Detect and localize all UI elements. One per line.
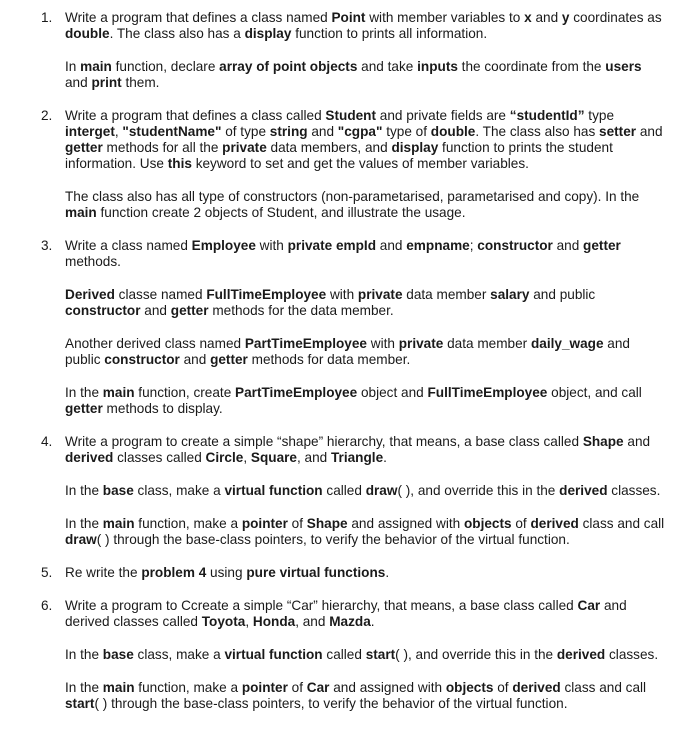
bold-text-run: PartTimeEmployee [235,385,358,400]
bold-text-run: Mazda [329,614,371,629]
text-run: and public [529,287,596,302]
problem-list [0,10,681,712]
text-run: . [370,614,375,629]
problem-paragraph [65,10,667,42]
text-run: data member [443,336,531,351]
problem-number: 6. [41,598,53,613]
bold-text-run: Toyota [201,614,246,629]
text-run: them. [121,75,160,90]
bold-text-run: Triangle [331,450,384,465]
text-run: called [322,483,366,498]
bold-text-run: double [65,26,110,41]
bold-text-run: interget [65,124,115,139]
bold-text-run: derived [530,516,579,531]
bold-text-run: FullTimeEmployee [206,287,327,302]
bold-text-run: display [391,140,439,155]
text-run: classes. [605,647,659,662]
bold-text-run: empname [406,238,470,253]
bold-text-run: Car [577,598,601,613]
text-run: methods for all the [102,140,223,155]
text-run: data members, and [266,140,392,155]
bold-text-run: getter [65,140,103,155]
text-run: The class also has all type of constructors (non-parametarised, parametarised and copy). In the [65,189,640,204]
problem-paragraph [65,336,667,368]
text-run: In [65,59,81,74]
text-run: and derived classes called [65,598,627,629]
bold-text-run: array of point objects [219,59,358,74]
bold-text-run: virtual function [224,647,323,662]
bold-text-run: problem 4 [141,565,207,580]
bold-text-run: getter [210,352,248,367]
problem-number: 5. [41,565,53,580]
problem-paragraph [65,108,667,172]
text-run: and [623,434,651,449]
text-run: of type [221,124,270,139]
bold-text-run: daily_wage [530,336,604,351]
bold-text-run: pointer [241,680,288,695]
bold-text-run: main [102,680,135,695]
bold-text-run: x [524,10,532,25]
bold-text-run: Honda [252,614,296,629]
problem-item [0,238,681,417]
text-run: with [326,287,358,302]
text-run: , and [295,614,330,629]
text-run: function, declare [111,59,220,74]
text-run: using [206,565,247,580]
bold-text-run: “studentId” [509,108,585,123]
bold-text-run: getter [583,238,621,253]
text-run: coordinates as [569,10,662,25]
text-run: In the [65,483,103,498]
text-run: class and call [560,680,647,695]
problem-paragraph [65,483,667,499]
problem-number: 4. [41,434,53,449]
text-run: methods. [65,254,121,269]
text-run: and [552,238,584,253]
text-run: Write a program to create a simple “shape” hierarchy, that means, a base class called [65,434,583,449]
text-run: function create 2 objects of Student, and illustrate the usage. [96,205,466,220]
bold-text-run: pointer [241,516,288,531]
bold-text-run: private [222,140,267,155]
text-run: and [179,352,211,367]
text-run: , [243,450,251,465]
text-run: Re write the [65,565,142,580]
text-run: and [65,75,92,90]
problem-number: 2. [41,108,53,123]
text-run: and take [357,59,418,74]
text-run: type [584,108,615,123]
bold-text-run: getter [65,401,103,416]
bold-text-run: y [561,10,570,25]
text-run: with member variables to [365,10,525,25]
document-page [0,10,681,729]
bold-text-run: display [244,26,292,41]
text-run: of [493,680,513,695]
text-run: called [322,647,366,662]
text-run: keyword to set and get the values of member variables. [191,156,529,171]
problem-item [0,434,681,548]
bold-text-run: Student [325,108,377,123]
bold-text-run: objects [463,516,512,531]
problem-number: 1. [41,10,53,25]
text-run: function to prints the student information. Use [65,140,613,171]
text-run: function to prints all information. [291,26,488,41]
text-run: classes called [113,450,206,465]
text-run: of [287,680,307,695]
bold-text-run: Derived [65,287,115,302]
problem-paragraph [65,516,667,548]
text-run: classe named [114,287,207,302]
text-run: Another derived class named [65,336,245,351]
bold-text-run: string [269,124,308,139]
bold-text-run: draw [65,532,97,547]
text-run: object, and call [547,385,642,400]
problem-item [0,10,681,91]
text-run: function, make a [134,516,242,531]
text-run: ( ) through the base-class pointers, to verify the behavior of the virtual function. [94,696,568,711]
text-run: In the [65,516,103,531]
text-run: and [307,124,338,139]
problem-paragraph [65,565,667,581]
bold-text-run: main [65,205,97,220]
bold-text-run: Employee [191,238,256,253]
bold-text-run: this [167,156,192,171]
text-run: . The class also has a [109,26,245,41]
problem-paragraph [65,434,667,466]
text-run: Write a program that defines a class called [65,108,326,123]
bold-text-run: double [430,124,476,139]
bold-text-run: Car [306,680,330,695]
bold-text-run: base [102,483,134,498]
text-run: and [531,10,562,25]
text-run: with [255,238,288,253]
problem-number: 3. [41,238,53,253]
bold-text-run: start [65,696,95,711]
text-run: class and call [578,516,665,531]
text-run: In the [65,385,103,400]
text-run: Write a class named [65,238,192,253]
text-run: , [245,614,253,629]
bold-text-run: print [91,75,122,90]
text-run: methods for data member. [247,352,411,367]
bold-text-run: base [102,647,134,662]
text-run: and [376,238,407,253]
problem-paragraph [65,287,667,319]
bold-text-run: objects [445,680,494,695]
bold-text-run: constructor [104,352,180,367]
text-run: and assigned with [329,680,446,695]
text-run: and [140,303,171,318]
problem-paragraph [65,59,667,91]
problem-paragraph [65,189,667,221]
bold-text-run: pure virtual functions [246,565,386,580]
bold-text-run: getter [170,303,209,318]
problem-item [0,598,681,712]
bold-text-run: derived [512,680,561,695]
text-run: ( ), and override this in the [395,647,557,662]
problem-paragraph [65,238,667,270]
bold-text-run: main [80,59,112,74]
bold-text-run: main [102,516,135,531]
text-run: of [511,516,531,531]
bold-text-run: Shape [582,434,624,449]
text-run: and [636,124,663,139]
text-run: ( ) through the base-class pointers, to verify the behavior of the virtual function. [96,532,570,547]
text-run: and assigned with [347,516,464,531]
text-run: methods for the data member. [208,303,394,318]
bold-text-run: users [605,59,642,74]
problem-item [0,565,681,581]
bold-text-run: inputs [417,59,458,74]
bold-text-run: derived [556,647,606,662]
text-run: , and [296,450,331,465]
bold-text-run: start [365,647,396,662]
text-run: data member [402,287,491,302]
bold-text-run: setter [599,124,637,139]
bold-text-run: Shape [306,516,348,531]
text-run: with [367,336,399,351]
bold-text-run: draw [365,483,398,498]
bold-text-run: Circle [205,450,244,465]
text-run: object and [357,385,428,400]
problem-paragraph [65,647,667,663]
text-run: the coordinate from the [457,59,606,74]
bold-text-run: private [398,336,444,351]
text-run: and private fields are [376,108,510,123]
bold-text-run: virtual function [224,483,323,498]
text-run: In the [65,647,103,662]
text-run: , [114,124,123,139]
text-run: type of [382,124,431,139]
bold-text-run: Square [250,450,297,465]
bold-text-run: private empId [287,238,377,253]
bold-text-run: "studentName" [122,124,222,139]
text-run: class, make a [133,647,225,662]
text-run: function, make a [134,680,242,695]
bold-text-run: constructor [65,303,141,318]
text-run: Write a program to Ccreate a simple “Car” hierarchy, that means, a base class called [65,598,578,613]
text-run: and public [65,336,630,367]
text-run: of [287,516,307,531]
text-run: Write a program that defines a class named [65,10,332,25]
text-run: class, make a [133,483,225,498]
text-run: methods to display. [102,401,223,416]
bold-text-run: derived [65,450,114,465]
problem-paragraph [65,385,667,417]
bold-text-run: derived [559,483,608,498]
bold-text-run: main [102,385,135,400]
problem-item [0,108,681,221]
problem-paragraph [65,680,667,712]
bold-text-run: FullTimeEmployee [427,385,548,400]
text-run: In the [65,680,103,695]
bold-text-run: PartTimeEmployee [244,336,367,351]
bold-text-run: "cgpa" [337,124,383,139]
text-run: function, create [134,385,236,400]
problem-paragraph [65,598,667,630]
bold-text-run: Point [331,10,366,25]
text-run: . [385,565,390,580]
text-run: . [383,450,387,465]
bold-text-run: private [357,287,403,302]
bold-text-run: salary [490,287,530,302]
text-run: ; [469,238,478,253]
text-run: ( ), and override this in the [397,483,560,498]
text-run: . The class also has [475,124,600,139]
text-run: classes. [607,483,661,498]
bold-text-run: constructor [477,238,553,253]
